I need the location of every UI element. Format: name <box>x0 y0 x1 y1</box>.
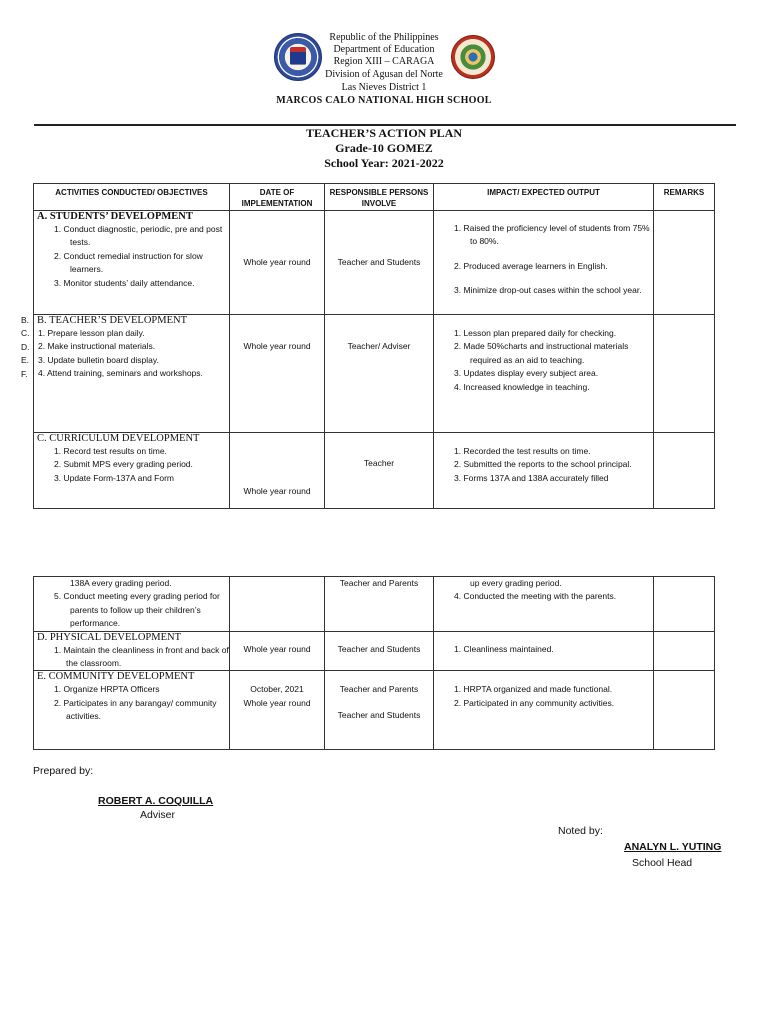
remarks-cell <box>654 211 715 315</box>
date-cell <box>230 671 325 750</box>
col-header-remarks: REMARKS <box>654 184 715 211</box>
responsible-cell: Teacher and Parents <box>325 577 434 632</box>
list-item: 3. Forms 137A and 138A accurately filled <box>454 472 609 483</box>
header-line-2: Department of Education <box>333 44 435 55</box>
header-line-5: Las Nieves District 1 <box>341 82 427 93</box>
noter-name: ANALYN L. YUTING <box>624 841 722 853</box>
list-item: 3. Updates display every subject area. <box>454 368 599 379</box>
remarks-cell <box>654 671 715 750</box>
activities-cell <box>34 577 230 632</box>
plan-grade: Grade-10 GOMEZ <box>335 141 433 155</box>
responsible-line: Teacher and Students <box>337 709 421 720</box>
noter-role: School Head <box>632 857 693 869</box>
table-row <box>34 671 715 750</box>
impact-cell <box>434 433 654 509</box>
section-title: B. TEACHER’S DEVELOPMENT <box>37 315 188 326</box>
list-item: 1. Conduct diagnostic, periodic, pre and post tests. <box>54 224 223 248</box>
date-cell: Whole year round <box>230 211 325 315</box>
section-title: C. CURRICULUM DEVELOPMENT <box>37 433 200 444</box>
list-item: 1. Lesson plan prepared daily for checking. <box>454 328 617 338</box>
list-item: 2. Produced average learners in English. <box>454 260 608 271</box>
table-row <box>34 631 715 671</box>
section-title: D. PHYSICAL DEVELOPMENT <box>37 631 181 643</box>
list-item: 3. Update bulletin board display. <box>38 354 159 365</box>
list-item: 2. Conduct remedial instruction for slow learners. <box>54 250 203 275</box>
side-letter: C. <box>21 328 30 338</box>
list-item: 2. Submit MPS every grading period. <box>54 459 193 470</box>
table-row <box>34 577 715 632</box>
list-item: 2. Make instructional materials. <box>38 341 156 352</box>
activities-cell <box>34 315 230 433</box>
preparer-name: ROBERT A. COQUILLA <box>98 795 214 807</box>
preparer-role: Adviser <box>140 809 176 821</box>
noted-by-label: Noted by: <box>558 825 603 837</box>
impact-cell <box>434 315 654 433</box>
responsible-cell: Teacher and Students <box>325 211 434 315</box>
date-cell <box>230 577 325 632</box>
side-letter: E. <box>21 355 30 365</box>
list-item: 1. Prepare lesson plan daily. <box>38 328 145 338</box>
col-header-responsible: RESPONSIBLE PERSONS INVOLVE <box>325 184 434 211</box>
table-row <box>34 315 715 433</box>
impact-cell <box>434 631 654 671</box>
date-cell: Whole year round <box>230 433 325 509</box>
list-item: 1. Recorded the test results on time. <box>454 446 591 456</box>
header-line-3: Region XIII – CARAGA <box>333 56 435 67</box>
list-item: 1. HRPTA organized and made functional. <box>454 684 613 695</box>
col-header-impact: IMPACT/ EXPECTED OUTPUT <box>434 184 654 211</box>
col-header-activities: ACTIVITIES CONDUCTED/ OBJECTIVES <box>34 184 230 211</box>
responsible-cell: Teacher <box>325 433 434 509</box>
side-letter: D. <box>21 342 30 352</box>
activities-cell <box>34 631 230 671</box>
remarks-cell <box>654 315 715 433</box>
prepared-by-label: Prepared by: <box>33 765 94 777</box>
side-letter: B. <box>21 315 30 325</box>
table-row <box>34 211 715 315</box>
activities-cell <box>34 211 230 315</box>
list-item: 1. Maintain the cleanliness in front and back of the classroom. <box>54 644 229 669</box>
impact-cell <box>434 211 654 315</box>
table-header-row <box>34 184 715 211</box>
remarks-cell <box>654 433 715 509</box>
list-item: 5. Conduct meeting every grading period for parents to follow up their children’s performance. <box>54 591 220 629</box>
list-item: 3. Monitor students’ daily attendance. <box>54 277 195 288</box>
list-item: 2. Made 50%charts and instructional materials required as an aid to teaching. <box>454 341 629 365</box>
date-cell: Whole year round <box>230 631 325 671</box>
plan-title: TEACHER’S ACTION PLAN <box>305 126 463 140</box>
section-title: A. STUDENTS’ DEVELOPMENT <box>37 211 193 222</box>
list-item: 1. Organize HRPTA Officers <box>54 684 160 695</box>
list-item: 2. Participates in any barangay/ community activities. <box>54 697 217 722</box>
remarks-cell <box>654 577 715 632</box>
plan-school-year: School Year: 2021-2022 <box>324 156 444 170</box>
list-item: 4. Increased knowledge in teaching. <box>454 381 590 392</box>
responsible-cell: Teacher/ Adviser <box>325 315 434 433</box>
list-item: up every grading period. <box>470 578 562 588</box>
date-line: October, 2021 <box>250 684 304 695</box>
school-name: MARCOS CALO NATIONAL HIGH SCHOOL <box>276 95 492 106</box>
action-plan-table-continued <box>33 576 715 750</box>
responsible-line: Teacher and Parents <box>339 684 419 695</box>
header-line-4: Division of Agusan del Norte <box>325 69 443 80</box>
list-item: 3. Update Form-137A and Form <box>54 472 175 483</box>
date-line: Whole year round <box>243 697 311 708</box>
activities-cell <box>34 433 230 509</box>
impact-cell <box>434 671 654 750</box>
action-plan-table <box>33 183 715 509</box>
list-item: 4. Attend training, seminars and workshops. <box>38 368 203 379</box>
side-letter: F. <box>21 369 28 379</box>
list-item: 1. Cleanliness maintained. <box>454 643 554 654</box>
list-item: 2. Participated in any community activities. <box>454 697 615 708</box>
list-item: 4. Conducted the meeting with the parents. <box>454 591 617 602</box>
table-row <box>34 433 715 509</box>
header-line-1: Republic of the Philippines <box>329 32 439 43</box>
impact-cell <box>434 577 654 632</box>
responsible-cell: Teacher and Students <box>325 631 434 671</box>
list-item: 138A every grading period. <box>70 578 172 588</box>
date-cell: Whole year round <box>230 315 325 433</box>
list-item: 1. Raised the proficiency level of students from 75% to 80%. <box>454 223 650 247</box>
section-title: E. COMMUNITY DEVELOPMENT <box>37 671 195 683</box>
list-item: 3. Minimize drop-out cases within the school year. <box>454 285 642 296</box>
remarks-cell <box>654 631 715 671</box>
activities-cell <box>34 671 230 750</box>
list-item: 1. Record test results on time. <box>54 446 167 456</box>
col-header-date: DATE OF IMPLEMENTATION <box>230 184 325 211</box>
list-item: 2. Submitted the reports to the school principal. <box>454 459 632 470</box>
responsible-cell <box>325 671 434 750</box>
